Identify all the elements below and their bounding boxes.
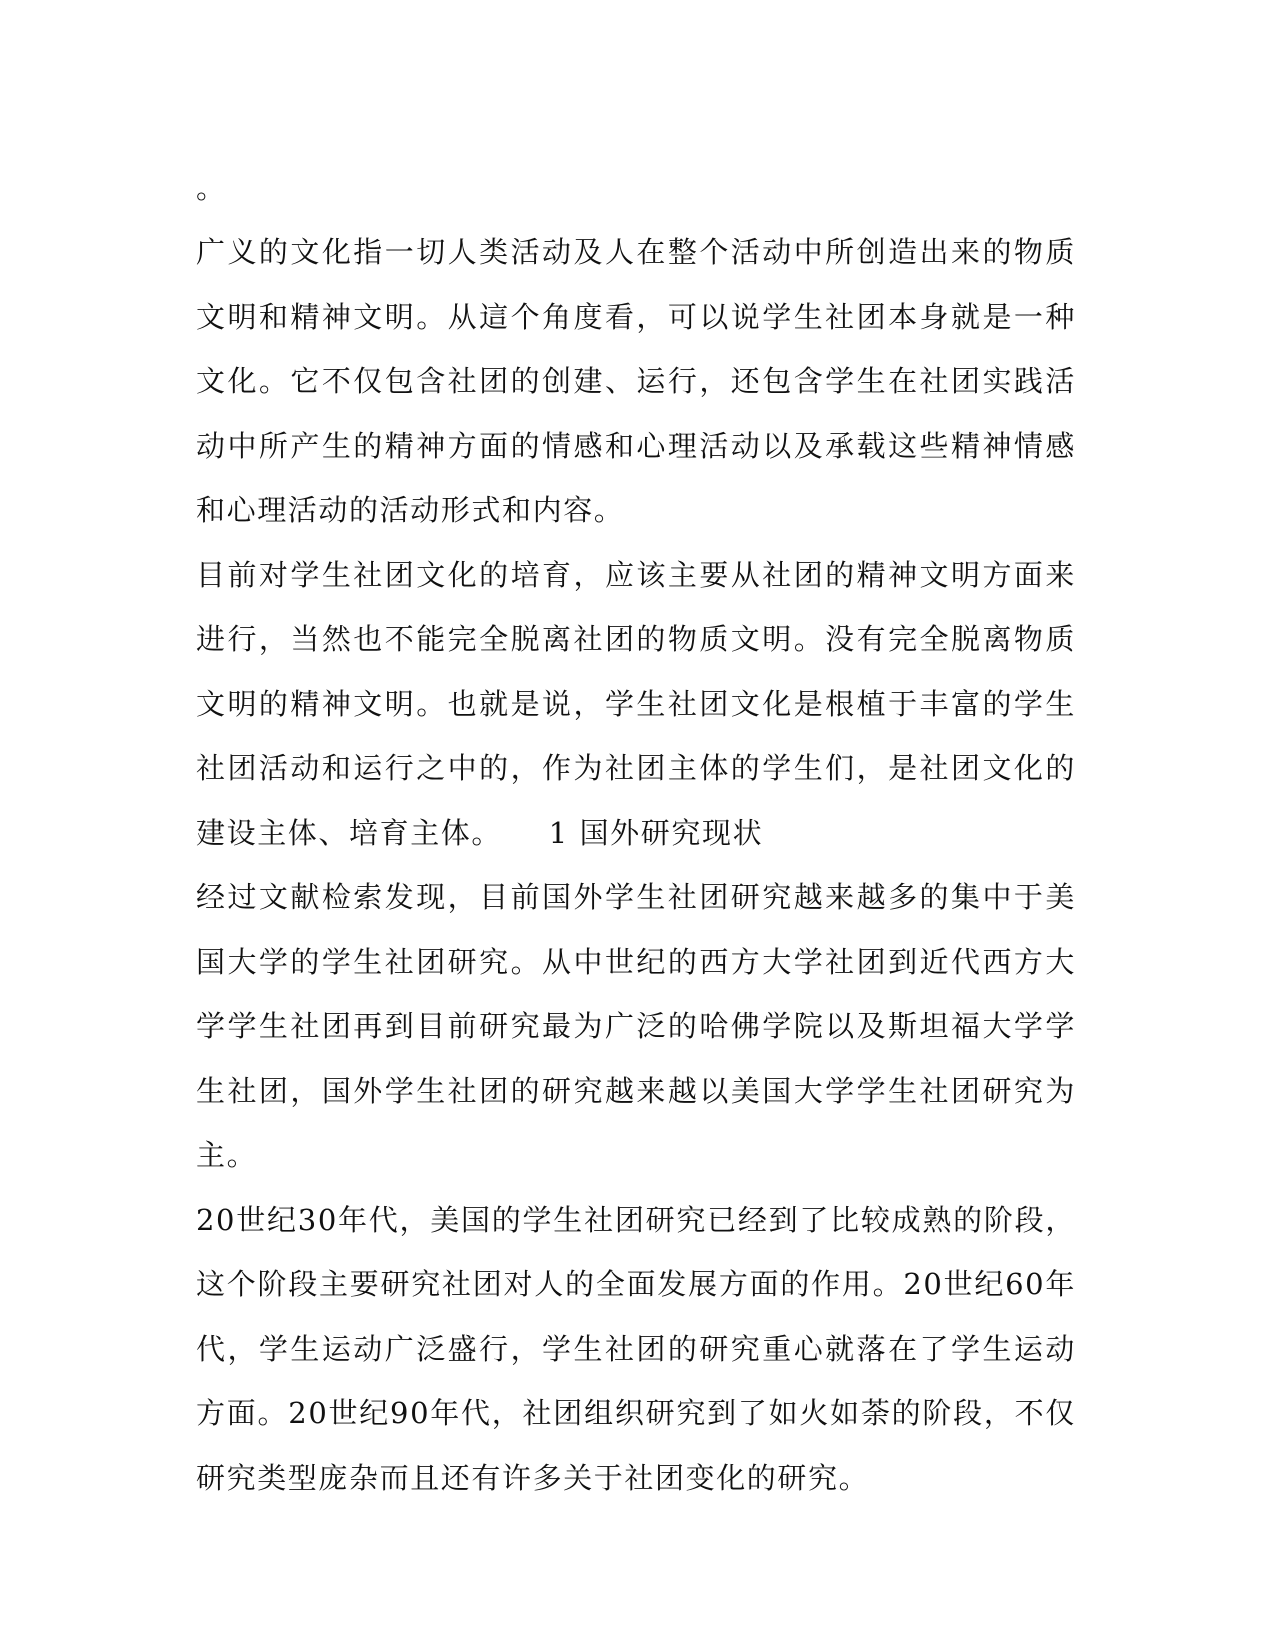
paragraph-fragment: 。 xyxy=(196,171,227,205)
paragraph-foreign-research: 经过文献检索发现，目前国外学生社团研究越来越多的集中于美国大学的学生社团研究。从中世纪的西方大学社团到近代西方大学学生社团再到目前研究最为广泛的哈佛学院以及斯坦福大学学生社团，国外学生社团的研究越来越以美国大学学生社团研究为主。 xyxy=(196,880,1076,1172)
document-body xyxy=(196,156,1076,1510)
paragraph-culture-cultivation: 目前对学生社团文化的培育，应该主要从社团的精神文明方面来进行，当然也不能完全脱离社团的物质文明。没有完全脱离物质文明的精神文明。也就是说，学生社团文化是根植于丰富的学生社团活动和运行之中的，作为社团主体的学生们，是社团文化的建设主体、培育主体。 1 国外研究现状 xyxy=(196,557,1076,850)
paragraph-culture-definition: 广义的文化指一切人类活动及人在整个活动中所创造出来的物质文明和精神文明。从這个角度看，可以说学生社团本身就是一种文化。它不仅包含社团的创建、运行，还包含学生在社团实践活动中所产生的精神方面的情感和心理活动以及承载这些精神情感和心理活动的活动形式和内容。 xyxy=(196,235,1076,527)
paragraph-us-research-history: 20世纪30年代，美国的学生社团研究已经到了比较成熟的阶段，这个阶段主要研究社团对人的全面发展方面的作用。20世纪60年代，学生运动广泛盛行，学生社团的研究重心就落在了学生运动方面。20世纪90年代，社团组织研究到了如火如荼的阶段，不仅研究类型庞杂而且还有许多关于社团变化的研究。 xyxy=(196,1202,1076,1495)
